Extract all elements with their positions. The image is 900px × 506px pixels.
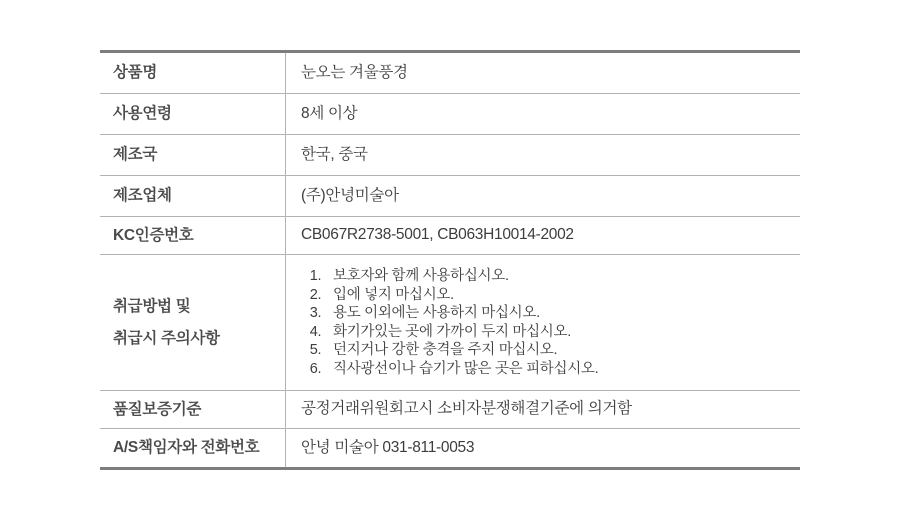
row-label-quality-guarantee: 품질보증기준 [100,391,286,428]
table-row-quality-guarantee [100,391,800,429]
row-value-as-contact: 안녕 미술아 031-811-0053 [301,438,475,456]
row-label-usage-age: 사용연령 [100,94,286,134]
precaution-list [301,263,790,382]
row-value-country-of-origin: 한국, 중국 [301,145,368,163]
product-info-table [100,50,800,470]
table-row-as-contact [100,429,800,467]
row-label-handling-precautions [100,255,286,390]
precaution-item: 5. 던지거나 강한 충격을 주지 마십시오. [325,341,790,360]
handling-label-line1: 취급방법 및 [113,298,191,316]
precaution-item: 2. 입에 넣지 마십시오. [325,286,790,305]
row-label-manufacturer: 제조업체 [100,176,286,216]
table-row-handling-precautions [100,255,800,391]
row-value-handling-precautions [286,255,800,390]
precaution-item: 3. 용도 이외에는 사용하지 마십시오. [325,304,790,323]
row-value-product-name: 눈오는 겨울풍경 [301,63,408,81]
table-row-usage-age [100,94,800,135]
row-value-manufacturer: (주)안녕미술아 [301,186,399,204]
table-row-kc-certification [100,217,800,255]
row-value-usage-age: 8세 이상 [301,104,358,122]
handling-label-line2: 취급시 주의사항 [113,329,220,347]
row-label-country-of-origin: 제조국 [100,135,286,175]
table-row-product-name [100,53,800,94]
row-label-as-contact: A/S책임자와 전화번호 [100,429,286,467]
row-label-product-name: 상품명 [100,53,286,93]
row-value-quality-guarantee: 공정거래위원회고시 소비자분쟁해결기준에 의거함 [301,400,632,418]
table-row-country-of-origin [100,135,800,176]
row-value-kc-certification: CB067R2738-5001, CB063H10014-2002 [301,226,574,244]
table-row-manufacturer [100,176,800,217]
precaution-item: 6. 직사광선이나 습기가 많은 곳은 피하십시오. [325,360,790,379]
row-label-kc-certification: KC인증번호 [100,217,286,254]
precaution-item: 1. 보호자와 함께 사용하십시오. [325,267,790,286]
precaution-item: 4. 화기가있는 곳에 가까이 두지 마십시오. [325,323,790,342]
